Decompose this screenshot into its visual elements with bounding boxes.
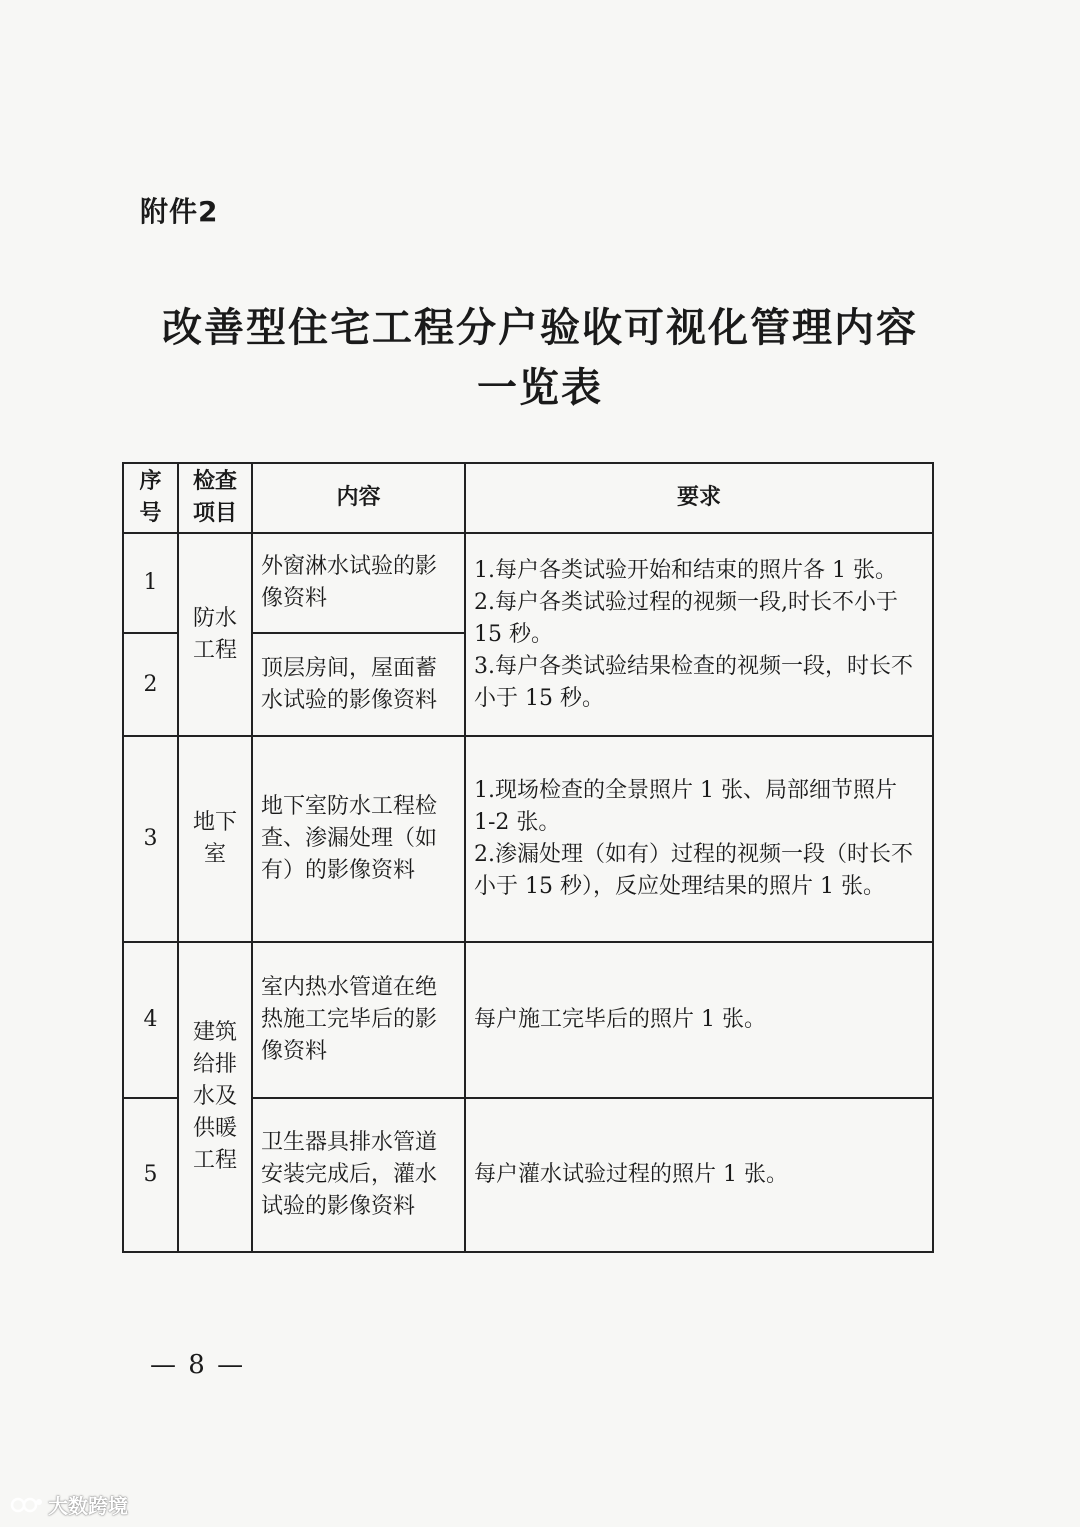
row-content: 外窗淋水试验的影像资料	[252, 533, 465, 633]
watermark	[10, 1490, 128, 1519]
document-title-line2: 一览表	[477, 365, 603, 411]
dashuju-logo-icon	[10, 1494, 44, 1516]
header-content: 内容	[252, 463, 465, 533]
header-item: 检查项目	[178, 463, 252, 533]
header-requirement: 要求	[465, 463, 933, 533]
table-row	[123, 942, 933, 1098]
table-row	[123, 533, 933, 633]
attachment-label: 附件2	[140, 195, 219, 228]
visual-management-table	[122, 462, 934, 1253]
row-requirement: 每户施工完毕后的照片 1 张。	[465, 942, 933, 1098]
requirement-line: 1.每户各类试验开始和结束的照片各 1 张。	[474, 557, 897, 583]
table-row	[123, 736, 933, 942]
requirement-line: 2.渗漏处理（如有）过程的视频一段（时长不小于 15 秒），反应处理结果的照片 1 张。	[474, 842, 913, 899]
document-title-line1: 改善型住宅工程分户验收可视化管理内容	[162, 305, 918, 351]
row-content: 卫生器具排水管道安装完成后，灌水试验的影像资料	[252, 1098, 465, 1252]
row-content: 地下室防水工程检查、渗漏处理（如有）的影像资料	[252, 736, 465, 942]
table-header-row	[123, 463, 933, 533]
inspection-item: 地下室	[178, 736, 252, 942]
header-number: 序号	[123, 463, 178, 533]
row-content: 室内热水管道在绝热施工完毕后的影像资料	[252, 942, 465, 1098]
row-number: 4	[123, 942, 178, 1098]
row-number: 2	[123, 633, 178, 736]
page-number: — 8 —	[150, 1350, 246, 1380]
requirement-line: 1.现场检查的全景照片 1 张、局部细节照片 1-2 张。	[474, 778, 897, 835]
requirement-line: 3.每户各类试验结果检查的视频一段，时长不小于 15 秒。	[474, 653, 913, 711]
requirement-line: 2.每户各类试验过程的视频一段,时长不小于 15 秒。	[474, 589, 898, 647]
row-number: 3	[123, 736, 178, 942]
row-number: 5	[123, 1098, 178, 1252]
row-requirement	[465, 736, 933, 942]
row-content: 顶层房间，屋面蓄水试验的影像资料	[252, 633, 465, 736]
inspection-item: 防水工程	[178, 533, 252, 736]
row-requirement	[465, 533, 933, 736]
watermark-text: 大数跨境	[48, 1494, 128, 1518]
row-requirement: 每户灌水试验过程的照片 1 张。	[465, 1098, 933, 1252]
inspection-item: 建筑给排水及供暖工程	[178, 942, 252, 1252]
row-number: 1	[123, 533, 178, 633]
